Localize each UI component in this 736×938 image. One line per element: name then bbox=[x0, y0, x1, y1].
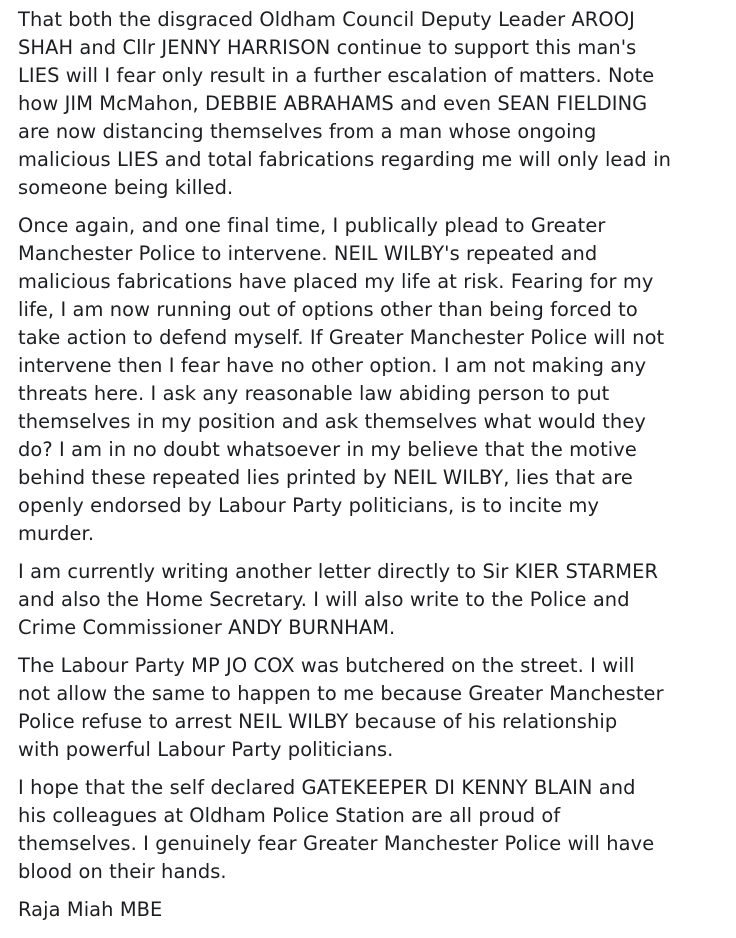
post-paragraph-2: Once again, and one final time, I publically plead to Greater Manchester Police to intervene. NEIL WILBY's repeated and malicious fabrications have placed my life at risk. Fearing for my life, I am now running out of options other than being forced to take action to defend myself. If Greater Manchester Police will not intervene then I fear have no other option. I am not making any threats here. I ask any reasonable law abiding person to put themselves in my position and ask themselves what would they do? I am in no doubt whatsoever in my believe that the motive behind these repeated lies printed by NEIL WILBY, lies that are openly endorsed by Labour Party politicians, is to incite my murder. bbox=[18, 214, 665, 545]
post-paragraph-5: I hope that the self declared GATEKEEPER DI KENNY BLAIN and his colleagues at Oldham Police Station are all proud of themselves. I genuinely fear Greater Manchester Police will have blood on their hands. bbox=[18, 776, 655, 883]
post-signature: Raja Miah MBE bbox=[18, 898, 163, 921]
post-paragraph-3: I am currently writing another letter directly to Sir KIER STARMER and also the Home Secretary. I will also write to the Police and Crime Commissioner ANDY BURNHAM. bbox=[18, 560, 659, 639]
post-paragraph-1: That both the disgraced Oldham Council Deputy Leader AROOJ SHAH and Cllr JENNY HARRISON continue to support this man's LIES will I fear only result in a further escalation of matters. Note how JIM McMahon, DEBBIE ABRAHAMS and even SEAN FIELDING are now distancing themselves from a man whose ongoing malicious LIES and total fabrications regarding me will only lead in someone being killed. bbox=[18, 8, 671, 199]
post-body bbox=[18, 6, 722, 924]
post-paragraph-4: The Labour Party MP JO COX was butchered on the street. I will not allow the same to happen to me because Greater Manchester Police refuse to arrest NEIL WILBY because of his relationship with powerful Labour Party politicians. bbox=[18, 654, 664, 761]
